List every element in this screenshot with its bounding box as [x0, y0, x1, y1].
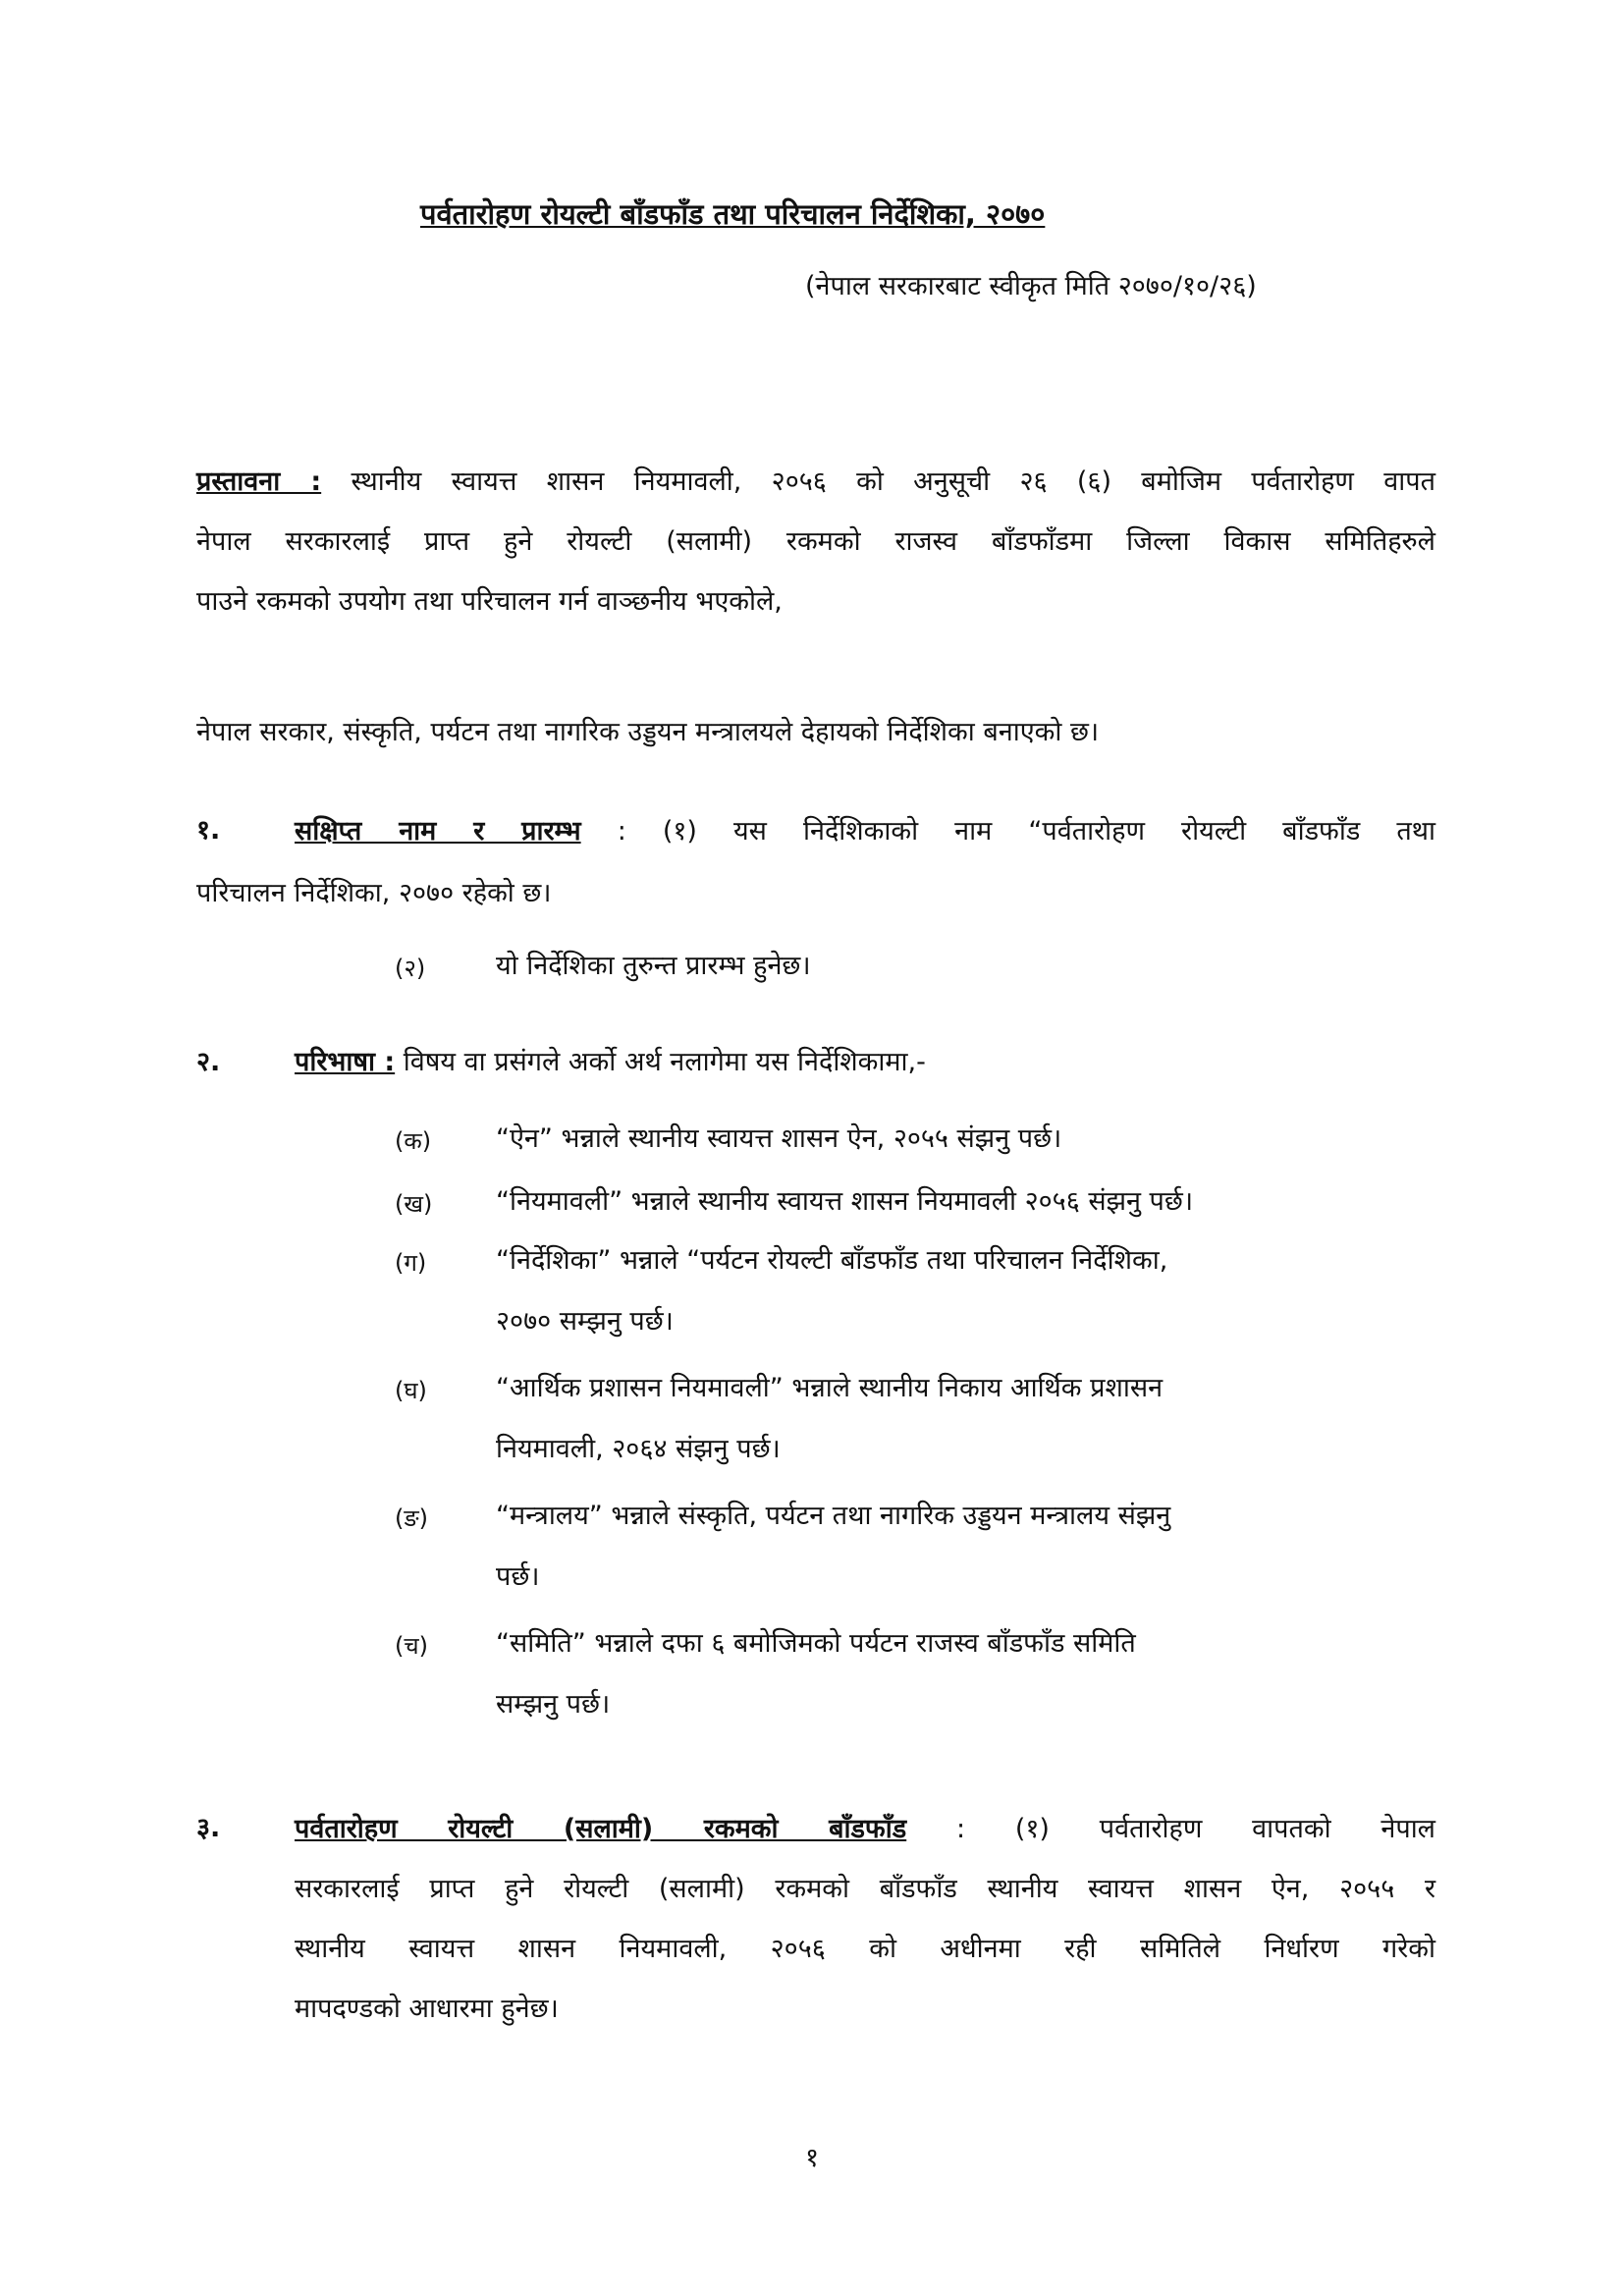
preamble-line-2: नेपाल सरकारलाई प्राप्त हुने रोयल्टी (सलामी) रकमको राजस्व बाँडफाँडमा जिल्ला विकास समितिहरुले: [196, 526, 1435, 557]
definition-cha-text: “समिति” भन्नाले दफा ६ बमोजिमको पर्यटन राजस्व बाँडफाँड समिति: [496, 1628, 1136, 1659]
section-3-body: [295, 1799, 1435, 2039]
enactment-clause: नेपाल सरकार, संस्कृति, पर्यटन तथा नागरिक उड्डयन मन्त्रालयले देहायको निर्देशिका बनाएको छ।: [196, 717, 1100, 747]
section-2-intro-line: [295, 1043, 926, 1082]
preamble-line-1: स्थानीय स्वायत्त शासन नियमावली, २०५६ को अनुसूची २६ (६) बमोजिम पर्वतारोहण वापत: [351, 466, 1435, 497]
section-2-number: २.: [196, 1047, 221, 1077]
section-2-intro: विषय वा प्रसंगले अर्को अर्थ नलागेमा यस निर्देशिकामा,-: [403, 1047, 926, 1077]
definition-gha-text-cont: नियमावली, २०६४ संझनु पर्छ।: [496, 1434, 781, 1464]
document-title: पर्वतारोहण रोयल्टी बाँडफाँड तथा परिचालन निर्देशिका, २०७०: [420, 197, 1046, 231]
section-3-heading: पर्वतारोहण रोयल्टी (सलामी) रकमको बाँडफाँड: [295, 1814, 907, 1844]
definition-ga-text-cont: २०७० सम्झनु पर्छ।: [496, 1306, 674, 1337]
section-1-line-1: सक्षिप्त नाम र प्रारम्भ : (१) यस निर्देशिकाको नाम “पर्वतारोहण रोयल्टी बाँडफाँड तथा: [295, 816, 1435, 847]
definition-gha-text: “आर्थिक प्रशासन नियमावली” भन्नाले स्थानीय निकाय आर्थिक प्रशासन: [496, 1373, 1164, 1403]
definition-gha-mark: (घ): [395, 1377, 427, 1404]
preamble-line-3: पाउने रकमको उपयोग तथा परिचालन गर्न वाञ्छनीय भएकोले,: [196, 586, 783, 617]
definition-ga-mark: (ग): [395, 1249, 427, 1277]
preamble-label: प्रस्तावना :: [196, 466, 322, 497]
definition-nga-text: “मन्त्रालय” भन्नाले संस्कृति, पर्यटन तथा नागरिक उड्डयन मन्त्रालय संझनु: [496, 1501, 1171, 1531]
definition-kha-mark: (ख): [395, 1190, 433, 1218]
section-3-line-4: मापदण्डको आधारमा हुनेछ।: [295, 1994, 559, 2024]
section-1-line-2: परिचालन निर्देशिका, २०७० रहेको छ।: [196, 878, 552, 908]
section-3-line-2: सरकारलाई प्राप्त हुने रोयल्टी (सलामी) रकमको बाँडफाँड स्थानीय स्वायत्त शासन ऐन, २०५५ र: [295, 1874, 1435, 1904]
definition-ga-text: “निर्देशिका” भन्नाले “पर्यटन रोयल्टी बाँडफाँड तथा परिचालन निर्देशिका,: [496, 1245, 1168, 1276]
definition-nga-text-cont: पर्छ।: [496, 1561, 540, 1592]
definition-kha-text: “नियमावली” भन्नाले स्थानीय स्वायत्त शासन नियमावली २०५६ संझनु पर्छ।: [496, 1186, 1194, 1217]
preamble: [196, 452, 1435, 631]
definition-cha-mark: (च): [395, 1632, 428, 1660]
definition-ka-mark: (क): [395, 1127, 432, 1155]
definition-ka-text: “ऐन” भन्नाले स्थानीय स्वायत्त शासन ऐन, २०५५ संझनु पर्छ।: [496, 1123, 1062, 1154]
section-2-heading: परिभाषा :: [295, 1047, 396, 1077]
section-1-heading: सक्षिप्त नाम र प्रारम्भ: [295, 816, 581, 847]
page-number: १: [805, 2143, 820, 2173]
section-3-number: ३.: [196, 1813, 221, 1843]
definition-nga-mark: (ङ): [395, 1504, 429, 1532]
section-1-number: १.: [196, 815, 221, 846]
section-1-sub-2-mark: (२): [395, 955, 426, 982]
definition-cha-text-cont: सम्झनु पर्छ।: [496, 1689, 611, 1720]
section-3-line-3: स्थानीय स्वायत्त शासन नियमावली, २०५६ को अधीनमा रही समितिले निर्धारण गरेको: [295, 1934, 1435, 1964]
section-1-sub-2-text: यो निर्देशिका तुरुन्त प्रारम्भ हुनेछ।: [496, 951, 811, 981]
section-3-line-1: : (१) पर्वतारोहण वापतको नेपाल: [955, 1814, 1435, 1844]
approval-note: (नेपाल सरकारबाट स्वीकृत मिति २०७०/१०/२६): [805, 271, 1257, 301]
